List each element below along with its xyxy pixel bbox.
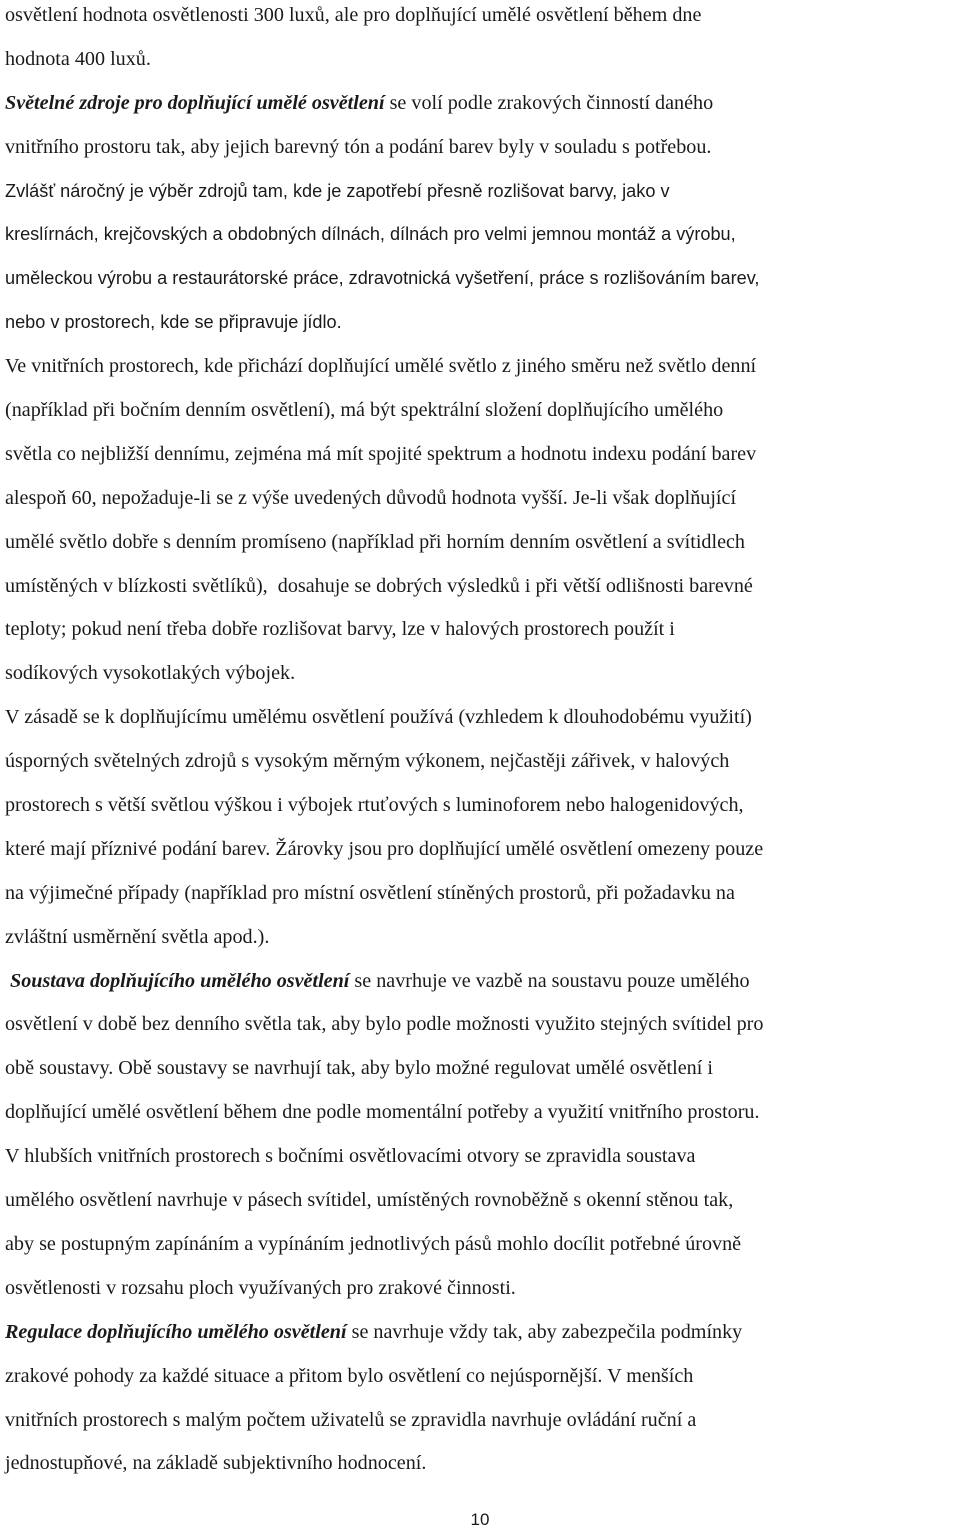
paragraph [5, 960, 960, 1311]
text-line [5, 477, 957, 521]
text-line [5, 1003, 957, 1047]
text-line [5, 784, 957, 828]
text-line [5, 1091, 957, 1135]
line-text: V hlubších vnitřních prostorech s bočními osvětlovacími otvory se zpravidla soustava [5, 1145, 696, 1168]
line-text: zrakové pohody za každé situace a přitom bylo osvětlení co nejúspornější. V menších [5, 1364, 694, 1387]
text-line [5, 1355, 957, 1399]
text-line [5, 521, 957, 565]
line-text: (například při bočním denním osvětlení), má být spektrální složení doplňujícího umělého [5, 399, 724, 422]
line-text: světla co nejbližší dennímu, zejména má mít spojité spektrum a hodnotu indexu podání barev [5, 442, 757, 465]
line-text: Zvlášť náročný je výběr zdrojů tam, kde je zapotřebí přesně rozlišovat barvy, jako v [5, 180, 670, 201]
text-line [5, 82, 957, 126]
text-line [5, 433, 957, 477]
line-text: V zásadě se k doplňujícímu umělému osvětlení používá (vzhledem k dlouhodobému využití) [5, 706, 752, 729]
text-line [5, 652, 957, 696]
text-line [5, 916, 957, 960]
text-line [5, 213, 957, 257]
line-text: osvětlení hodnota osvětlenosti 300 luxů, ale pro doplňující umělé osvětlení během dne [5, 4, 702, 26]
line-text: se volí podle zrakových činností daného [384, 91, 714, 114]
text-line [5, 345, 957, 389]
text-line [5, 696, 957, 740]
emphasized-term: Soustava doplňujícího umělého osvětlení [10, 969, 350, 992]
paragraph [5, 170, 960, 346]
text-line [5, 1399, 957, 1443]
line-text: uměleckou výrobu a restaurátorské práce, zdravotnická vyšetření, práce s rozlišováním barev, [5, 268, 760, 289]
text-line [5, 38, 957, 82]
line-text: nebo v prostorech, kde se připravuje jídlo. [5, 312, 342, 333]
line-text: kreslírnách, krejčovských a obdobných dílnách, dílnách pro velmi jemnou montáž a výrobu, [5, 224, 736, 245]
text-line [5, 1267, 957, 1311]
line-text: úsporných světelných zdrojů s vysokým měrným výkonem, nejčastěji zářivek, v halových [5, 750, 730, 773]
text-line [5, 608, 957, 652]
line-text: doplňující umělé osvětlení během dne podle momentální potřeby a využití vnitřního prostoru. [5, 1101, 760, 1124]
line-text: se navrhuje vždy tak, aby zabezpečila podmínky [346, 1320, 743, 1343]
line-text: na výjimečné případy (například pro místní osvětlení stíněných prostorů, při požadavku na [5, 881, 735, 904]
line-text: prostorech s větší světlou výškou i výbojek rtuťových s luminoforem nebo halogenidových, [5, 794, 744, 817]
line-text: Ve vnitřních prostorech, kde přichází doplňující umělé světlo z jiného směru než světlo denní [5, 355, 757, 378]
page-number: 10 [470, 1510, 490, 1529]
line-text: hodnota 400 luxů. [5, 47, 151, 70]
text-line [5, 1047, 957, 1091]
line-text: které mají příznivé podání barev. Žárovky jsou pro doplňující umělé osvětlení omezeny pouze [5, 837, 764, 860]
text-line [5, 1442, 957, 1486]
text-line [5, 828, 957, 872]
paragraph [5, 696, 960, 959]
line-text: sodíkových vysokotlakých výbojek. [5, 662, 296, 685]
text-line [5, 960, 957, 1004]
paragraph [5, 0, 960, 170]
text-line [5, 1311, 957, 1355]
text-line [5, 257, 957, 301]
text-line [5, 1135, 957, 1179]
paragraph [5, 345, 960, 696]
text-line [5, 170, 957, 214]
line-text: zvláštní usměrnění světla apod.). [5, 925, 270, 948]
document-page [5, 0, 960, 1486]
paragraph [5, 1311, 960, 1487]
line-text: teploty; pokud není třeba dobře rozlišovat barvy, lze v halových prostorech použít i [5, 618, 675, 641]
text-line [5, 740, 957, 784]
line-text: umělého osvětlení navrhuje v pásech svítidel, umístěných rovnoběžně s okenní stěnou tak, [5, 1189, 734, 1212]
emphasized-term: Světelné zdroje pro doplňující umělé osvětlení [5, 91, 385, 114]
text-line [5, 1179, 957, 1223]
text-line [5, 126, 957, 170]
line-text: aby se postupným zapínáním a vypínáním jednotlivých pásů mohlo docílit potřebné úrovně [5, 1232, 742, 1255]
line-text: osvětlenosti v rozsahu ploch využívaných pro zrakové činnosti. [5, 1276, 516, 1299]
line-text: osvětlení v době bez denního světla tak, aby bylo podle možnosti využito stejných svítidel pro [5, 1013, 764, 1036]
line-text: jednostupňové, na základě subjektivního hodnocení. [5, 1452, 427, 1475]
text-line [5, 565, 957, 609]
text-line [5, 872, 957, 916]
text-line [5, 389, 957, 433]
line-text: vnitřních prostorech s malým počtem uživatelů se zpravidla navrhuje ovládání ruční a [5, 1408, 697, 1431]
line-text: umístěných v blízkosti světlíků), dosahuje se dobrých výsledků i při větší odlišnosti barevné [5, 574, 753, 597]
line-text: umělé světlo dobře s denním promíseno (například při horním denním osvětlení a svítidlech [5, 530, 745, 553]
line-text: obě soustavy. Obě soustavy se navrhují tak, aby bylo možné regulovat umělé osvětlení i [5, 1057, 713, 1080]
text-line [5, 0, 957, 38]
line-text: vnitřního prostoru tak, aby jejich barevný tón a podání barev byly v souladu s potřebou. [5, 135, 712, 158]
text-line [5, 1223, 957, 1267]
line-text: se navrhuje ve vazbě na soustavu pouze umělého [349, 969, 750, 992]
emphasized-term: Regulace doplňujícího umělého osvětlení [5, 1320, 347, 1343]
line-text: alespoň 60, nepožaduje-li se z výše uvedených důvodů hodnota vyšší. Je-li však doplňující [5, 486, 737, 509]
text-line [5, 301, 957, 345]
